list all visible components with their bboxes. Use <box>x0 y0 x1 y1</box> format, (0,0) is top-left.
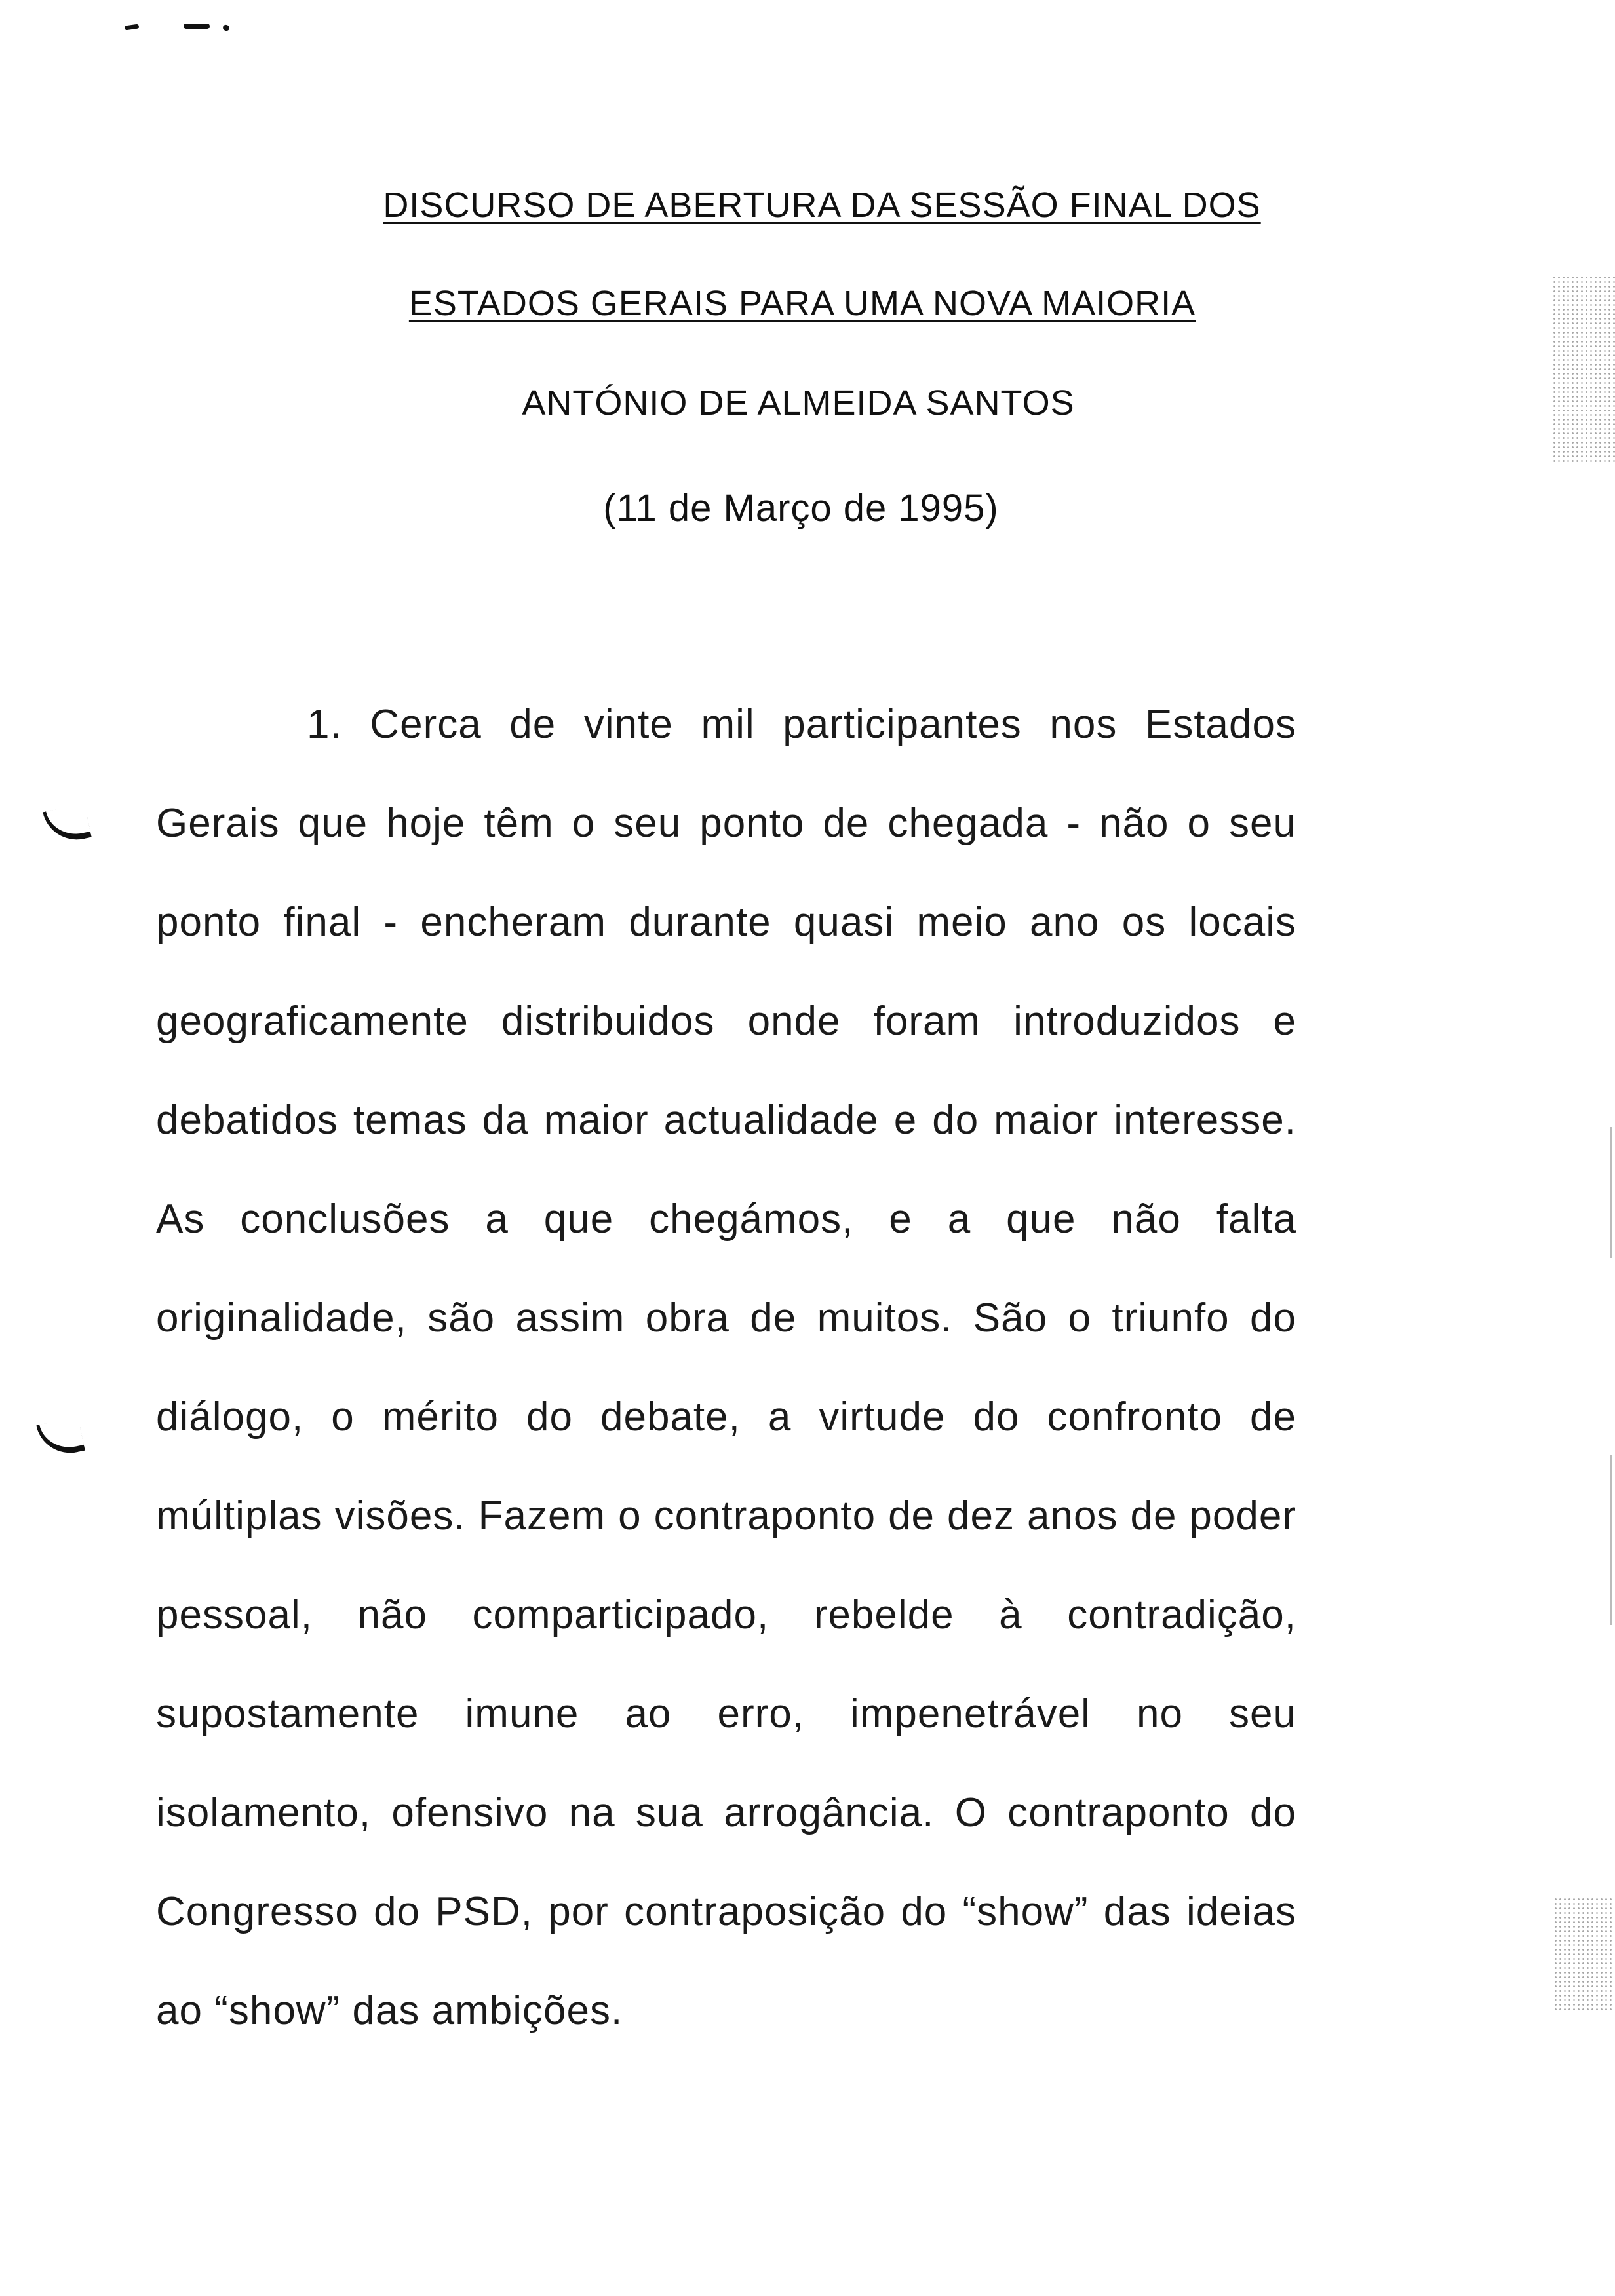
scan-edge-line <box>1610 1455 1612 1625</box>
scan-artifact-mark <box>184 24 210 29</box>
body-paragraph-text: 1. Cerca de vinte mil participantes nos Estados Gerais que hoje têm o seu ponto de chegada - não o seu ponto final - encheram durante quasi meio ano os locais geograficamente distribuidos onde foram introduzidos e debatidos temas da maior actualidade e do maior interesse. As conclusões a que chegámos, e a que não falta originalidade, são assim obra de muitos. São o triunfo do diálogo, o mérito do debate, a virtude do confronto de múltiplas visões. Fazem o contraponto de dez anos de poder pessoal, não comparticipado, rebelde à contradição, supostamente imune ao erro, impenetrável no seu isolamento, ofensivo na sua arrogância. O contraponto do Congresso do PSD, por contraposição do “show” das ideias ao “show” das ambições. <box>156 702 1296 2033</box>
author-name-text: ANTÓNIO DE ALMEIDA SANTOS <box>522 383 1075 423</box>
scan-edge-line <box>1610 1127 1612 1258</box>
title-line-1 <box>14 185 1615 225</box>
margin-punch-mark <box>43 803 92 846</box>
body-paragraph <box>156 675 1296 2060</box>
scan-noise-speckle <box>1553 1897 1612 2012</box>
scan-artifact-mark <box>125 24 140 31</box>
scan-artifact-mark <box>222 24 230 32</box>
author-name <box>0 383 1606 423</box>
title-line-1-text: DISCURSO DE ABERTURA DA SESSÃO FINAL DOS <box>383 185 1261 225</box>
title-line-2-text: ESTADOS GERAIS PARA UMA NOVA MAIORIA <box>408 284 1196 323</box>
margin-punch-mark <box>36 1417 85 1459</box>
title-line-2 <box>0 283 1610 324</box>
speech-date-text: (11 de Março de 1995) <box>603 487 999 529</box>
speech-date <box>0 486 1608 530</box>
